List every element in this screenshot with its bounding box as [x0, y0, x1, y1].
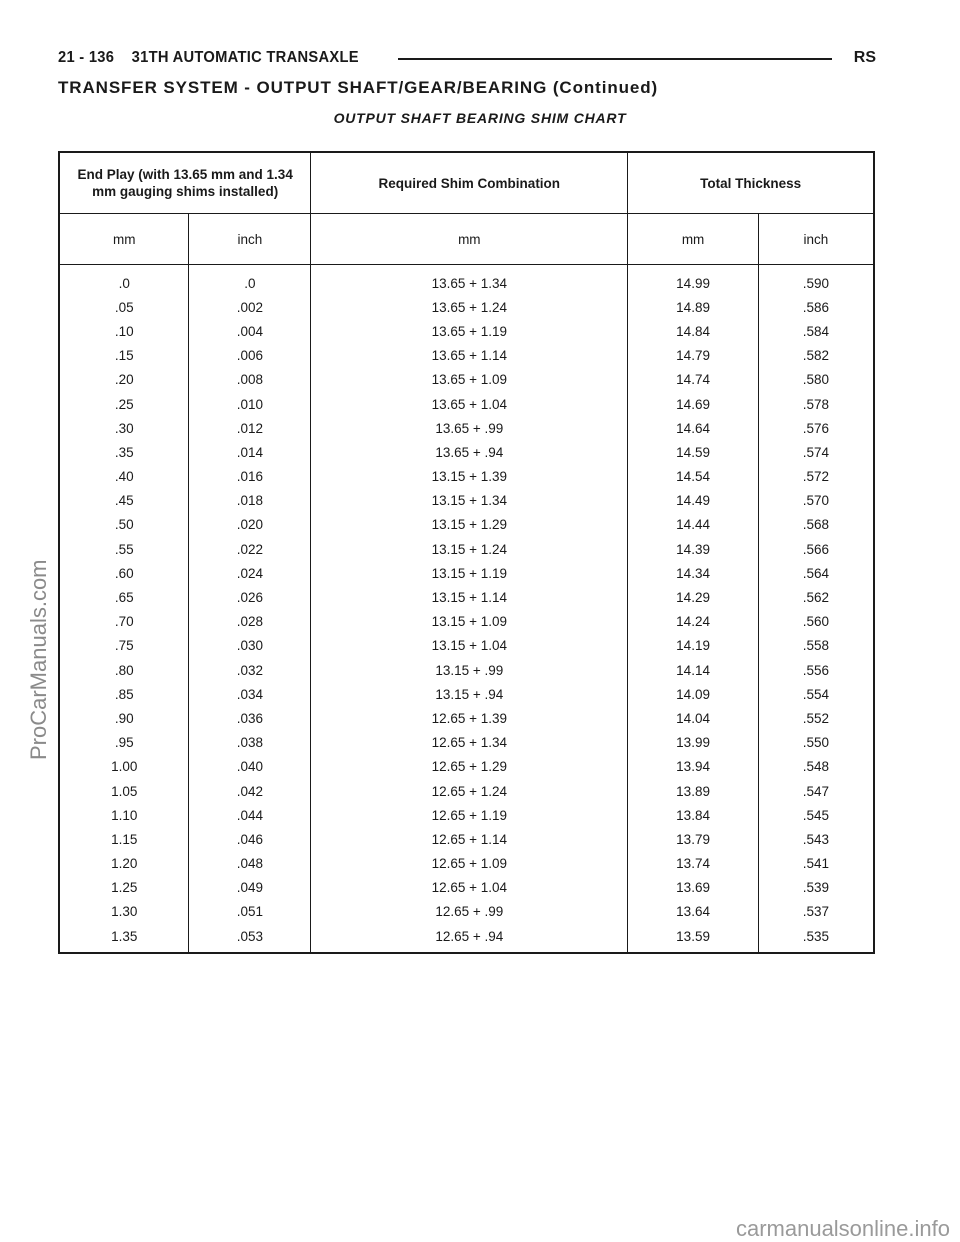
table-row: [59, 876, 874, 900]
table-cell: .60: [114, 565, 134, 581]
table-row: [59, 827, 874, 851]
table-cell: 13.15 + 1.39: [311, 465, 628, 489]
table-cell: .548: [758, 755, 874, 779]
table-row: [59, 900, 874, 924]
table-row: [59, 803, 874, 827]
section-title: TRANSFER SYSTEM - OUTPUT SHAFT/GEAR/BEARING (Continued): [58, 78, 659, 97]
table-cell: .554: [758, 682, 874, 706]
table-cell: 13.59: [628, 924, 759, 953]
table-cell: .586: [758, 295, 874, 319]
table-cell: 14.79: [628, 344, 759, 368]
unit-cell: mm: [59, 214, 189, 265]
table-cell: 12.65 + 1.19: [311, 803, 628, 827]
table-row: [59, 634, 874, 658]
table-cell: 14.29: [628, 585, 759, 609]
table-row: [59, 561, 874, 585]
table-cell: 13.89: [628, 779, 759, 803]
table-cell: .042: [189, 779, 311, 803]
table-row: [59, 779, 874, 803]
table-cell: 13.65 + .99: [311, 416, 628, 440]
table-row: [59, 440, 874, 464]
table-cell: .004: [189, 319, 311, 343]
table-cell: 13.65 + 1.09: [311, 368, 628, 392]
table-cell: 13.15 + 1.09: [311, 610, 628, 634]
table-row: [59, 513, 874, 537]
table-cell: 13.15 + 1.19: [311, 561, 628, 585]
table-row: [59, 682, 874, 706]
table-cell: .040: [189, 755, 311, 779]
table-cell: .543: [758, 827, 874, 851]
table-cell: .580: [758, 368, 874, 392]
table-cell: .584: [758, 319, 874, 343]
table-cell: 14.49: [628, 489, 759, 513]
table-cell: 12.65 + 1.09: [311, 852, 628, 876]
table-cell: .10: [114, 323, 134, 339]
table-cell: 13.65 + 1.34: [311, 265, 628, 296]
table-row: [59, 537, 874, 561]
table-row: [59, 924, 874, 953]
table-cell: .541: [758, 852, 874, 876]
table-cell: .018: [189, 489, 311, 513]
table-cell: 14.44: [628, 513, 759, 537]
table-cell: 13.15 + 1.14: [311, 585, 628, 609]
table-cell: .552: [758, 706, 874, 730]
table-cell: 12.65 + 1.04: [311, 876, 628, 900]
table-row: [59, 392, 874, 416]
table-cell: .028: [189, 610, 311, 634]
total-thickness-header: Total Thickness: [628, 152, 874, 214]
table-cell: 12.65 + 1.29: [311, 755, 628, 779]
table-cell: 14.14: [628, 658, 759, 682]
table-row: [59, 658, 874, 682]
table-cell: .582: [758, 344, 874, 368]
table-cell: .020: [189, 513, 311, 537]
table-cell: .15: [114, 348, 134, 364]
unit-cell: inch: [758, 214, 874, 265]
table-cell: 13.64: [628, 900, 759, 924]
unit-cell: mm: [628, 214, 759, 265]
table-cell: 1.05: [111, 783, 138, 799]
table-cell: 1.15: [111, 831, 138, 847]
table-cell: .95: [114, 735, 134, 751]
table-cell: .026: [189, 585, 311, 609]
table-cell: .90: [114, 710, 134, 726]
table-cell: 13.65 + 1.04: [311, 392, 628, 416]
table-cell: 1.20: [111, 856, 138, 872]
table-cell: .576: [758, 416, 874, 440]
page-header: [58, 49, 876, 71]
table-cell: .50: [114, 517, 134, 533]
table-cell: .022: [189, 537, 311, 561]
unit-cell: inch: [189, 214, 311, 265]
table-cell: 14.39: [628, 537, 759, 561]
table-cell: 12.65 + .94: [311, 924, 628, 953]
table-row: [59, 319, 874, 343]
header-model-code: RS: [853, 49, 876, 66]
table-cell: 12.65 + 1.39: [311, 706, 628, 730]
unit-cell: mm: [311, 214, 628, 265]
table-cell: .053: [189, 924, 311, 953]
table-cell: 13.15 + 1.34: [311, 489, 628, 513]
watermark-left: ProCarManuals.com: [26, 559, 51, 760]
table-cell: .558: [758, 634, 874, 658]
table-cell: .014: [189, 440, 311, 464]
table-cell: .012: [189, 416, 311, 440]
table-cell: .038: [189, 731, 311, 755]
table-cell: .024: [189, 561, 311, 585]
table-cell: 13.99: [628, 731, 759, 755]
table-cell: .80: [114, 662, 134, 678]
table-cell: 13.65 + 1.19: [311, 319, 628, 343]
table-cell: 14.84: [628, 319, 759, 343]
table-cell: .45: [114, 493, 134, 509]
table-cell: 14.89: [628, 295, 759, 319]
table-cell: 13.65 + 1.24: [311, 295, 628, 319]
table-row: [59, 489, 874, 513]
table-cell: .0: [189, 265, 311, 296]
table-cell: 1.25: [111, 880, 138, 896]
table-cell: .535: [758, 924, 874, 953]
table-cell: 12.65 + 1.14: [311, 827, 628, 851]
table-cell: 14.24: [628, 610, 759, 634]
table-cell: 1.00: [111, 759, 138, 775]
table-cell: .75: [114, 638, 134, 654]
shim-combination-header: Required Shim Combination: [311, 152, 628, 214]
table-cell: 13.74: [628, 852, 759, 876]
table-cell: .20: [114, 372, 134, 388]
table-cell: 14.59: [628, 440, 759, 464]
table-cell: 14.64: [628, 416, 759, 440]
table-row: [59, 585, 874, 609]
table-cell: 1.30: [111, 904, 138, 920]
table-cell: .30: [114, 420, 134, 436]
table-cell: 14.69: [628, 392, 759, 416]
table-cell: .560: [758, 610, 874, 634]
table-row: [59, 416, 874, 440]
table-cell: 14.34: [628, 561, 759, 585]
table-row: [59, 265, 874, 296]
table-cell: .85: [114, 686, 134, 702]
table-cell: 14.19: [628, 634, 759, 658]
table-cell: 13.94: [628, 755, 759, 779]
table-cell: 1.35: [111, 928, 138, 944]
table-cell: .002: [189, 295, 311, 319]
table-row: [59, 852, 874, 876]
table-cell: .562: [758, 585, 874, 609]
table-cell: .046: [189, 827, 311, 851]
chart-title: OUTPUT SHAFT BEARING SHIM CHART: [333, 110, 627, 126]
table-cell: .547: [758, 779, 874, 803]
table-cell: .572: [758, 465, 874, 489]
table-cell: 14.99: [628, 265, 759, 296]
table-cell: .550: [758, 731, 874, 755]
table-cell: 13.15 + 1.29: [311, 513, 628, 537]
table-cell: .537: [758, 900, 874, 924]
table-cell: .590: [758, 265, 874, 296]
shim-chart-table: [58, 151, 875, 954]
table-cell: 13.84: [628, 803, 759, 827]
table-cell: 14.04: [628, 706, 759, 730]
table-cell: 13.65 + .94: [311, 440, 628, 464]
table-cell: .35: [114, 444, 134, 460]
table-cell: .539: [758, 876, 874, 900]
units-row: [59, 214, 874, 265]
table-cell: 13.15 + .94: [311, 682, 628, 706]
page-number-and-chapter: 21 - 136 31TH AUTOMATIC TRANSAXLE: [58, 49, 359, 66]
table-cell: 12.65 + 1.24: [311, 779, 628, 803]
table-row: [59, 731, 874, 755]
table-cell: 1.10: [111, 807, 138, 823]
table-cell: .25: [114, 396, 134, 412]
table-cell: .566: [758, 537, 874, 561]
table-cell: 14.74: [628, 368, 759, 392]
table-cell: 13.69: [628, 876, 759, 900]
table-row: [59, 295, 874, 319]
table-cell: .40: [114, 469, 134, 485]
table-cell: 13.15 + .99: [311, 658, 628, 682]
table-cell: 13.15 + 1.24: [311, 537, 628, 561]
end-play-header: End Play (with 13.65 mm and 1.34 mm gauging shims installed): [59, 152, 311, 214]
table-row: [59, 755, 874, 779]
table-cell: .55: [114, 541, 134, 557]
table-row: [59, 465, 874, 489]
table-cell: .008: [189, 368, 311, 392]
table-row: [59, 610, 874, 634]
table-cell: .048: [189, 852, 311, 876]
table-cell: .65: [114, 590, 134, 606]
table-cell: 14.54: [628, 465, 759, 489]
table-cell: .574: [758, 440, 874, 464]
table-cell: .044: [189, 803, 311, 827]
table-cell: .049: [189, 876, 311, 900]
table-cell: .70: [114, 614, 134, 630]
header-rule: [398, 58, 832, 60]
table-cell: .545: [758, 803, 874, 827]
table-cell: 13.65 + 1.14: [311, 344, 628, 368]
table-cell: .030: [189, 634, 311, 658]
table-cell: .036: [189, 706, 311, 730]
table-cell: .034: [189, 682, 311, 706]
table-cell: 14.09: [628, 682, 759, 706]
table-cell: .051: [189, 900, 311, 924]
table-cell: .556: [758, 658, 874, 682]
table-row: [59, 344, 874, 368]
table-cell: .032: [189, 658, 311, 682]
table-header-row: [59, 152, 874, 214]
table-row: [59, 706, 874, 730]
table-cell: 13.15 + 1.04: [311, 634, 628, 658]
table-cell: .578: [758, 392, 874, 416]
table-cell: 12.65 + .99: [311, 900, 628, 924]
table-cell: .010: [189, 392, 311, 416]
table-cell: .568: [758, 513, 874, 537]
table-cell: .006: [189, 344, 311, 368]
watermark-bottom: carmanualsonline.info: [735, 1216, 950, 1241]
table-cell: .564: [758, 561, 874, 585]
table-cell: 12.65 + 1.34: [311, 731, 628, 755]
table-cell: .016: [189, 465, 311, 489]
table-row: [59, 368, 874, 392]
table-cell: .0: [118, 275, 130, 291]
table-cell: .570: [758, 489, 874, 513]
table-cell: .05: [114, 299, 134, 315]
table-cell: 13.79: [628, 827, 759, 851]
